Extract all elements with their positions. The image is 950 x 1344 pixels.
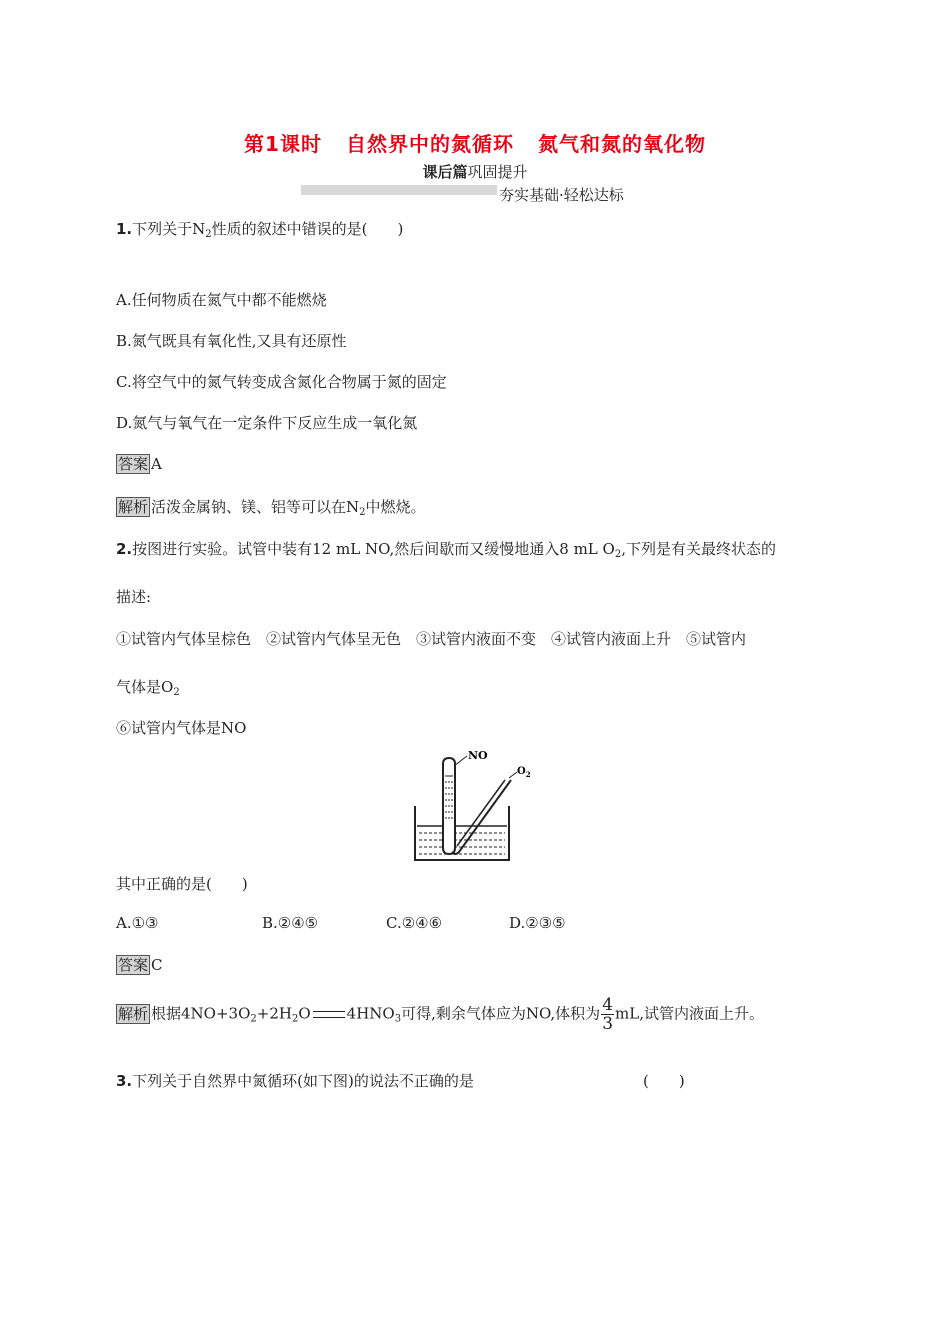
q1-answer xyxy=(116,454,162,474)
analysis-label: 解析 xyxy=(118,1004,149,1023)
analysis-label: 解析 xyxy=(118,498,149,516)
q2-stem-line2: 描述: xyxy=(116,588,152,606)
q3-number: 3. xyxy=(116,1072,133,1090)
q2-number: 2. xyxy=(116,540,133,558)
q2-stem-line1: 2.按图进行实验。试管中装有12 mL NO,然后间歇而又缓慢地通入8 mL $O_2$,下列是有关最终状态的 xyxy=(116,540,776,560)
q3-blank: ( ) xyxy=(643,1072,685,1090)
experiment-diagram xyxy=(405,744,535,866)
subtitle-rest: 巩固提升 xyxy=(467,163,528,181)
q1-analysis: 解析 活泼金属钠、镁、铝等可以在$N_2$中燃烧。 xyxy=(118,498,426,518)
q2-question: 其中正确的是( ) xyxy=(116,875,248,893)
equals-sign xyxy=(313,1011,345,1018)
q3-stem: 3.下列关于自然界中氮循环(如下图)的说法不正确的是 xyxy=(116,1072,474,1090)
answer-value: C xyxy=(151,956,163,974)
q2-option-a: A.①③ xyxy=(116,914,159,932)
q2-option-b: B.②④⑤ xyxy=(262,914,319,932)
o2-leader-line xyxy=(509,772,517,778)
q1-option-c: C.将空气中的氮气转变成含氮化合物属于氮的固定 xyxy=(116,373,447,391)
q1-option-a: A.任何物质在氮气中都不能燃烧 xyxy=(116,291,327,309)
lesson-topic: 自然界中的氮循环 xyxy=(345,132,514,156)
section-divider-bar xyxy=(301,185,497,195)
label-o2: $O_2$ xyxy=(517,766,531,779)
q2-option-d: D.②③⑤ xyxy=(509,914,566,932)
page-title xyxy=(0,128,950,157)
label-no: NO xyxy=(468,749,488,762)
answer-label: 答案 xyxy=(118,956,149,974)
q2-statements: ①试管内气体呈棕色 ②试管内气体呈无色 ③试管内液面不变 ④试管内液面上升 ⑤试管内 xyxy=(116,630,747,648)
no-leader-line xyxy=(454,756,467,766)
section-subtitle xyxy=(0,161,950,182)
fraction: $\frac{4}{3}$ xyxy=(602,995,614,1034)
q1-stem: 1.下列关于$N_2$性质的叙述中错误的是( ) xyxy=(116,220,404,240)
q1-number: 1. xyxy=(116,220,133,238)
q2-statements-cont: 气体是$O_2$ xyxy=(116,678,180,698)
q1-option-b: B.氮气既具有氧化性,又具有还原性 xyxy=(116,332,347,350)
q2-statement-6: ⑥试管内气体是NO xyxy=(116,719,247,737)
q2-option-c: C.②④⑥ xyxy=(386,914,443,932)
lesson-subtopic: 氮气和氮的氧化物 xyxy=(537,132,706,156)
answer-label: 答案 xyxy=(118,455,149,473)
subtitle-bold: 课后篇 xyxy=(422,163,468,181)
q1-option-d: D.氮气与氧气在一定条件下反应生成一氧化氮 xyxy=(116,414,418,432)
q2-answer xyxy=(116,955,163,975)
section-slogan: 夯实基础·轻松达标 xyxy=(499,186,624,204)
lesson-number: 第1课时 xyxy=(244,132,322,156)
gas-delivery-tube xyxy=(452,780,511,854)
q2-analysis: 解析 根据$4NO+3O_2+2H_2O$ $4HNO_3$可得,剩余气体应为NO,体积为 $\frac{4}{3}$ mL,试管内液面上升。 xyxy=(118,995,764,1034)
answer-value: A xyxy=(151,455,162,473)
